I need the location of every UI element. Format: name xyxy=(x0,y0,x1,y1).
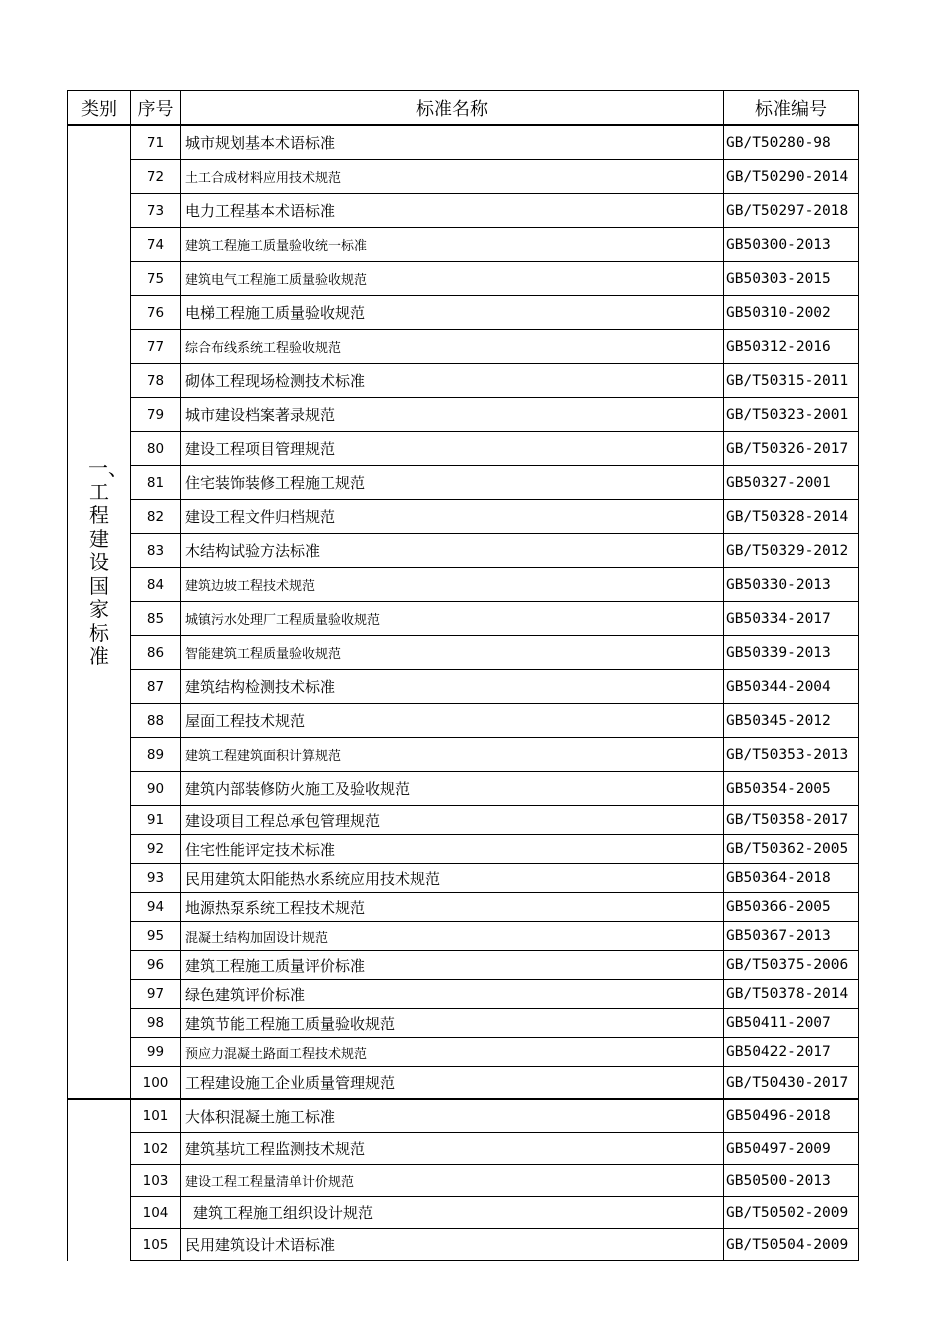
table-row xyxy=(68,922,859,951)
row-code: GB/T50280-98 xyxy=(724,125,859,160)
row-seq: 74 xyxy=(131,228,181,262)
header-row xyxy=(68,91,859,126)
row-name: 民用建筑设计术语标准 xyxy=(181,1229,724,1261)
row-code: GB50364-2018 xyxy=(724,864,859,893)
row-seq: 82 xyxy=(131,500,181,534)
row-seq: 90 xyxy=(131,772,181,806)
row-seq: 71 xyxy=(131,125,181,160)
table-row xyxy=(68,980,859,1009)
table-row xyxy=(68,772,859,806)
row-name: 混凝土结构加固设计规范 xyxy=(181,922,724,951)
row-code: GB/T50358-2017 xyxy=(724,806,859,835)
row-seq: 86 xyxy=(131,636,181,670)
row-code: GB50312-2016 xyxy=(724,330,859,364)
row-code: GB50497-2009 xyxy=(724,1133,859,1165)
row-seq: 73 xyxy=(131,194,181,228)
row-name: 建设项目工程总承包管理规范 xyxy=(181,806,724,835)
table-row xyxy=(68,432,859,466)
row-code: GB50422-2017 xyxy=(724,1038,859,1067)
row-code: GB/T50326-2017 xyxy=(724,432,859,466)
table-row xyxy=(68,296,859,330)
row-code: GB50496-2018 xyxy=(724,1099,859,1133)
table-row xyxy=(68,951,859,980)
row-code: GB50300-2013 xyxy=(724,228,859,262)
row-name: 建筑内部装修防火施工及验收规范 xyxy=(181,772,724,806)
table-row xyxy=(68,1229,859,1261)
table-row xyxy=(68,500,859,534)
row-name: 大体积混凝土施工标准 xyxy=(181,1099,724,1133)
row-seq: 104 xyxy=(131,1197,181,1229)
table-row xyxy=(68,160,859,194)
row-code: GB50330-2013 xyxy=(724,568,859,602)
row-code: GB50354-2005 xyxy=(724,772,859,806)
row-code: GB50500-2013 xyxy=(724,1165,859,1197)
table-row xyxy=(68,194,859,228)
row-seq: 99 xyxy=(131,1038,181,1067)
row-seq: 91 xyxy=(131,806,181,835)
row-code: GB/T50430-2017 xyxy=(724,1067,859,1100)
row-name: 建筑基坑工程监测技术规范 xyxy=(181,1133,724,1165)
row-seq: 88 xyxy=(131,704,181,738)
header-seq: 序号 xyxy=(131,91,181,126)
table-row xyxy=(68,738,859,772)
row-name: 建筑电气工程施工质量验收规范 xyxy=(181,262,724,296)
table-row xyxy=(68,806,859,835)
category-label: 一、工程建设国家标准 xyxy=(88,456,128,668)
row-name: 屋面工程技术规范 xyxy=(181,704,724,738)
row-name: 民用建筑太阳能热水系统应用技术规范 xyxy=(181,864,724,893)
table-row xyxy=(68,864,859,893)
row-name: 建筑工程建筑面积计算规范 xyxy=(181,738,724,772)
row-code: GB/T50378-2014 xyxy=(724,980,859,1009)
row-name: 建筑工程施工组织设计规范 xyxy=(181,1197,724,1229)
row-seq: 85 xyxy=(131,602,181,636)
table-row xyxy=(68,1099,859,1133)
table-row xyxy=(68,330,859,364)
table-row xyxy=(68,262,859,296)
row-code: GB50367-2013 xyxy=(724,922,859,951)
row-seq: 92 xyxy=(131,835,181,864)
row-name: 建筑工程施工质量评价标准 xyxy=(181,951,724,980)
row-name: 智能建筑工程质量验收规范 xyxy=(181,636,724,670)
header-name: 标准名称 xyxy=(181,91,724,126)
row-code: GB50334-2017 xyxy=(724,602,859,636)
row-name: 地源热泵系统工程技术规范 xyxy=(181,893,724,922)
row-code: GB50345-2012 xyxy=(724,704,859,738)
row-seq: 105 xyxy=(131,1229,181,1261)
row-code: GB/T50297-2018 xyxy=(724,194,859,228)
row-code: GB/T50290-2014 xyxy=(724,160,859,194)
table-row xyxy=(68,1165,859,1197)
row-seq: 95 xyxy=(131,922,181,951)
row-name: 城镇污水处理厂工程质量验收规范 xyxy=(181,602,724,636)
row-seq: 79 xyxy=(131,398,181,432)
row-code: GB50411-2007 xyxy=(724,1009,859,1038)
row-name: 建筑边坡工程技术规范 xyxy=(181,568,724,602)
row-code: GB50366-2005 xyxy=(724,893,859,922)
header-code: 标准编号 xyxy=(724,91,859,126)
row-seq: 96 xyxy=(131,951,181,980)
row-seq: 75 xyxy=(131,262,181,296)
table-row xyxy=(68,893,859,922)
table-row xyxy=(68,636,859,670)
row-name: 城市建设档案著录规范 xyxy=(181,398,724,432)
table-row xyxy=(68,1197,859,1229)
row-code: GB50327-2001 xyxy=(724,466,859,500)
table-row xyxy=(68,398,859,432)
row-code: GB/T50504-2009 xyxy=(724,1229,859,1261)
row-name: 木结构试验方法标准 xyxy=(181,534,724,568)
row-seq: 97 xyxy=(131,980,181,1009)
row-seq: 100 xyxy=(131,1067,181,1100)
row-code: GB/T50362-2005 xyxy=(724,835,859,864)
row-name: 绿色建筑评价标准 xyxy=(181,980,724,1009)
row-seq: 76 xyxy=(131,296,181,330)
row-name: 城市规划基本术语标准 xyxy=(181,125,724,160)
row-seq: 84 xyxy=(131,568,181,602)
table-row xyxy=(68,1067,859,1100)
row-seq: 80 xyxy=(131,432,181,466)
table-row xyxy=(68,466,859,500)
row-name: 建筑结构检测技术标准 xyxy=(181,670,724,704)
table-row xyxy=(68,228,859,262)
row-name: 砌体工程现场检测技术标准 xyxy=(181,364,724,398)
header-category: 类别 xyxy=(68,91,131,126)
row-seq: 101 xyxy=(131,1099,181,1133)
row-seq: 81 xyxy=(131,466,181,500)
row-seq: 72 xyxy=(131,160,181,194)
row-seq: 94 xyxy=(131,893,181,922)
table-row xyxy=(68,568,859,602)
row-name: 工程建设施工企业质量管理规范 xyxy=(181,1067,724,1100)
row-name: 建设工程项目管理规范 xyxy=(181,432,724,466)
row-name: 土工合成材料应用技术规范 xyxy=(181,160,724,194)
table-row xyxy=(68,602,859,636)
row-name: 建筑工程施工质量验收统一标准 xyxy=(181,228,724,262)
row-name: 住宅装饰装修工程施工规范 xyxy=(181,466,724,500)
row-code: GB/T50323-2001 xyxy=(724,398,859,432)
row-seq: 93 xyxy=(131,864,181,893)
row-seq: 77 xyxy=(131,330,181,364)
row-seq: 78 xyxy=(131,364,181,398)
row-code: GB/T50502-2009 xyxy=(724,1197,859,1229)
row-seq: 102 xyxy=(131,1133,181,1165)
row-code: GB50344-2004 xyxy=(724,670,859,704)
row-seq: 98 xyxy=(131,1009,181,1038)
row-name: 建设工程文件归档规范 xyxy=(181,500,724,534)
standards-table xyxy=(67,90,859,1261)
row-name: 预应力混凝土路面工程技术规范 xyxy=(181,1038,724,1067)
row-code: GB/T50353-2013 xyxy=(724,738,859,772)
row-code: GB/T50329-2012 xyxy=(724,534,859,568)
row-code: GB50303-2015 xyxy=(724,262,859,296)
row-code: GB/T50328-2014 xyxy=(724,500,859,534)
table-row xyxy=(68,704,859,738)
category-national-standards xyxy=(68,125,131,1099)
row-seq: 103 xyxy=(131,1165,181,1197)
table-row xyxy=(68,534,859,568)
table-row xyxy=(68,835,859,864)
table-row xyxy=(68,1009,859,1038)
table-row xyxy=(68,1038,859,1067)
row-name: 住宅性能评定技术标准 xyxy=(181,835,724,864)
row-name: 建筑节能工程施工质量验收规范 xyxy=(181,1009,724,1038)
table-row xyxy=(68,670,859,704)
row-code: GB/T50375-2006 xyxy=(724,951,859,980)
table-row xyxy=(68,125,859,160)
row-name: 电梯工程施工质量验收规范 xyxy=(181,296,724,330)
row-seq: 87 xyxy=(131,670,181,704)
table-row xyxy=(68,364,859,398)
row-code: GB/T50315-2011 xyxy=(724,364,859,398)
row-seq: 83 xyxy=(131,534,181,568)
row-name: 电力工程基本术语标准 xyxy=(181,194,724,228)
row-seq: 89 xyxy=(131,738,181,772)
row-code: GB50310-2002 xyxy=(724,296,859,330)
table-row xyxy=(68,1133,859,1165)
row-name: 综合布线系统工程验收规范 xyxy=(181,330,724,364)
row-name: 建设工程工程量清单计价规范 xyxy=(181,1165,724,1197)
row-code: GB50339-2013 xyxy=(724,636,859,670)
category-cell-continued xyxy=(68,1099,131,1261)
